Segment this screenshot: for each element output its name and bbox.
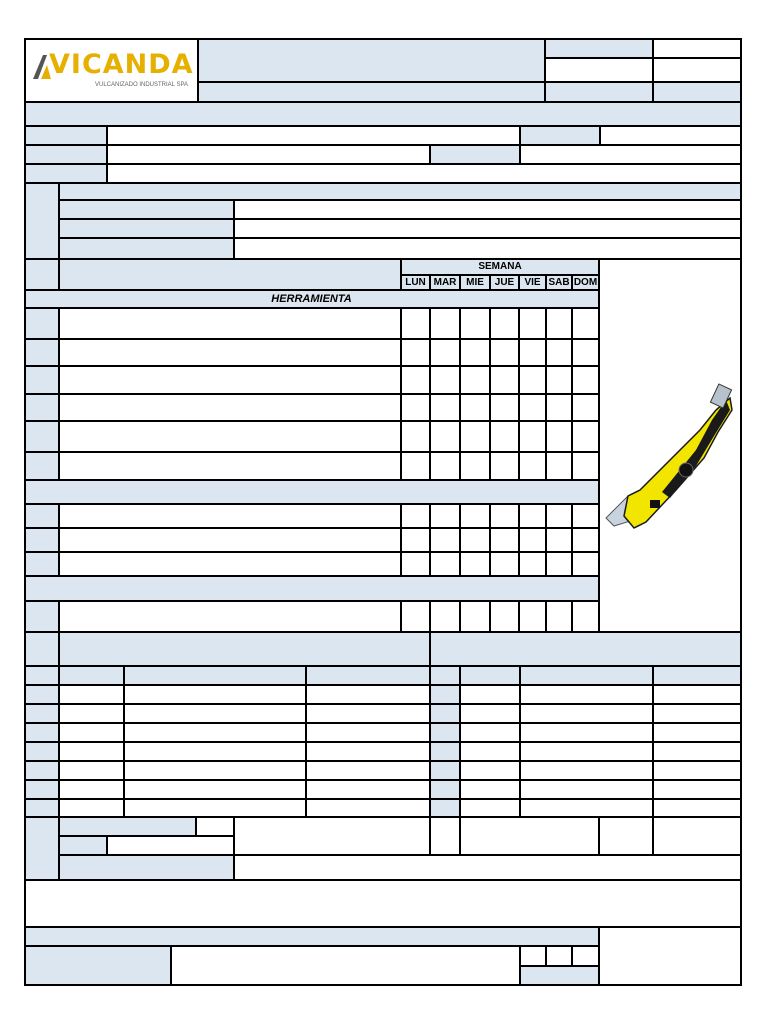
check-cell-dom[interactable] bbox=[572, 339, 599, 366]
check-cell-vie[interactable] bbox=[519, 528, 546, 552]
info-label-5 bbox=[24, 164, 107, 183]
lower-right-row-number bbox=[430, 780, 460, 799]
lower-right-cell[interactable] bbox=[520, 780, 653, 799]
lower-left-row-number bbox=[24, 742, 59, 761]
lower-right-col-header bbox=[653, 666, 742, 685]
info-field-1[interactable] bbox=[107, 126, 520, 145]
lower-right-cell[interactable] bbox=[460, 742, 520, 761]
signature-label bbox=[24, 946, 171, 986]
signature-box-3[interactable] bbox=[572, 946, 599, 966]
check-cell-dom[interactable] bbox=[572, 601, 599, 632]
check-cell-mie[interactable] bbox=[460, 601, 490, 632]
stamp-cell[interactable] bbox=[599, 927, 742, 986]
check-cell-sab[interactable] bbox=[546, 339, 572, 366]
company-logo bbox=[33, 49, 193, 95]
lower-left-cell[interactable] bbox=[59, 780, 124, 799]
info-field-4[interactable] bbox=[520, 145, 742, 164]
observations-field[interactable] bbox=[24, 880, 742, 927]
equipment-field-1[interactable] bbox=[234, 200, 742, 219]
page-label-cell bbox=[545, 82, 653, 102]
info-label-4 bbox=[430, 145, 520, 164]
lower-right-cell[interactable] bbox=[460, 799, 520, 817]
check-cell-mie[interactable] bbox=[460, 308, 490, 339]
brand-tagline: VULCANIZADO INDUSTRIAL SPA bbox=[95, 82, 189, 88]
lower-left-cell[interactable] bbox=[306, 685, 430, 704]
checklist-subsection-2 bbox=[24, 480, 599, 504]
checklist-row-item[interactable] bbox=[59, 528, 401, 552]
summary-label-3 bbox=[59, 855, 234, 880]
equipment-header bbox=[59, 183, 742, 200]
lower-left-col-header bbox=[59, 666, 124, 685]
check-cell-mar[interactable] bbox=[430, 601, 460, 632]
equipment-label-3 bbox=[59, 238, 234, 259]
check-cell-dom[interactable] bbox=[572, 504, 599, 528]
lower-left-cell[interactable] bbox=[59, 761, 124, 780]
day-header-jue: JUE bbox=[490, 275, 519, 290]
summary-side-cell bbox=[24, 817, 59, 880]
signature-box-1[interactable] bbox=[520, 946, 546, 966]
lower-left-row-number bbox=[24, 780, 59, 799]
lower-right-cell[interactable] bbox=[460, 685, 520, 704]
lower-left-cell[interactable] bbox=[306, 723, 430, 742]
checklist-row-number bbox=[24, 601, 59, 632]
summary-field-7[interactable] bbox=[653, 817, 742, 855]
checklist-row-item[interactable] bbox=[59, 452, 401, 480]
equipment-label-1 bbox=[59, 200, 234, 219]
lower-left-cell[interactable] bbox=[306, 780, 430, 799]
check-cell-jue[interactable] bbox=[490, 528, 519, 552]
check-cell-lun[interactable] bbox=[401, 528, 430, 552]
check-cell-mar[interactable] bbox=[430, 552, 460, 576]
summary-field-4[interactable] bbox=[430, 817, 460, 855]
lower-left-col-header bbox=[124, 666, 306, 685]
checklist-row-item[interactable] bbox=[59, 308, 401, 339]
day-header-mie: MIE bbox=[460, 275, 490, 290]
check-cell-mar[interactable] bbox=[430, 339, 460, 366]
checklist-row-number bbox=[24, 552, 59, 576]
summary-label-2 bbox=[59, 836, 107, 855]
lower-right-row-number bbox=[430, 666, 460, 685]
check-cell-jue[interactable] bbox=[490, 308, 519, 339]
lower-right-cell[interactable] bbox=[460, 761, 520, 780]
check-cell-mie[interactable] bbox=[460, 528, 490, 552]
summary-field-6[interactable] bbox=[599, 817, 653, 855]
lower-left-cell[interactable] bbox=[124, 799, 306, 817]
lower-left-cell[interactable] bbox=[306, 704, 430, 723]
doc-subtitle-cell bbox=[198, 82, 545, 102]
lower-right-cell[interactable] bbox=[653, 685, 742, 704]
week-label: SEMANA bbox=[401, 259, 599, 275]
checklist-item-header bbox=[59, 259, 401, 290]
check-cell-vie[interactable] bbox=[519, 339, 546, 366]
version-value-cell[interactable] bbox=[653, 58, 742, 82]
summary-field-3[interactable] bbox=[234, 817, 430, 855]
checklist-row-number bbox=[24, 452, 59, 480]
lower-left-row-number bbox=[24, 723, 59, 742]
checklist-row-number bbox=[24, 528, 59, 552]
checklist-row-number bbox=[24, 366, 59, 394]
lower-right-cell[interactable] bbox=[653, 742, 742, 761]
check-cell-vie[interactable] bbox=[519, 601, 546, 632]
check-cell-dom[interactable] bbox=[572, 308, 599, 339]
check-cell-dom[interactable] bbox=[572, 528, 599, 552]
summary-field-1[interactable] bbox=[196, 817, 234, 836]
lower-right-cell[interactable] bbox=[460, 704, 520, 723]
checklist-row-number bbox=[24, 339, 59, 366]
lower-left-cell[interactable] bbox=[124, 685, 306, 704]
info-label-2 bbox=[520, 126, 600, 145]
check-cell-vie[interactable] bbox=[519, 308, 546, 339]
lower-left-cell[interactable] bbox=[124, 761, 306, 780]
lower-left-row-number bbox=[24, 761, 59, 780]
check-cell-dom[interactable] bbox=[572, 394, 599, 421]
check-cell-sab[interactable] bbox=[546, 308, 572, 339]
lower-right-cell[interactable] bbox=[520, 761, 653, 780]
summary-field-2[interactable] bbox=[107, 836, 234, 855]
check-cell-mar[interactable] bbox=[430, 421, 460, 452]
lower-right-cell[interactable] bbox=[520, 685, 653, 704]
check-cell-jue[interactable] bbox=[490, 339, 519, 366]
check-cell-sab[interactable] bbox=[546, 366, 572, 394]
day-header-dom: DOM bbox=[572, 275, 599, 290]
lower-right-row-number bbox=[430, 742, 460, 761]
lower-right-cell[interactable] bbox=[520, 704, 653, 723]
lower-right-cell[interactable] bbox=[460, 723, 520, 742]
check-cell-lun[interactable] bbox=[401, 452, 430, 480]
lower-left-cell[interactable] bbox=[124, 704, 306, 723]
lower-left-cell[interactable] bbox=[59, 723, 124, 742]
lower-right-cell[interactable] bbox=[653, 761, 742, 780]
check-cell-mar[interactable] bbox=[430, 366, 460, 394]
checklist-row-item[interactable] bbox=[59, 552, 401, 576]
lower-right-cell[interactable] bbox=[520, 799, 653, 817]
check-cell-vie[interactable] bbox=[519, 552, 546, 576]
lower-right-col-header bbox=[520, 666, 653, 685]
lower-left-cell[interactable] bbox=[59, 742, 124, 761]
check-cell-mie[interactable] bbox=[460, 394, 490, 421]
summary-label-1 bbox=[59, 817, 196, 836]
lower-left-row-number bbox=[24, 685, 59, 704]
brand-name: VICANDA bbox=[49, 49, 194, 80]
check-cell-lun[interactable] bbox=[401, 601, 430, 632]
page-value-cell bbox=[653, 82, 742, 102]
lower-left-row-number bbox=[24, 666, 59, 685]
check-cell-vie[interactable] bbox=[519, 366, 546, 394]
code-value-cell[interactable] bbox=[653, 38, 742, 58]
lower-right-col-header bbox=[460, 666, 520, 685]
day-header-mar: MAR bbox=[430, 275, 460, 290]
lower-right-cell[interactable] bbox=[460, 780, 520, 799]
check-cell-mar[interactable] bbox=[430, 528, 460, 552]
check-cell-mie[interactable] bbox=[460, 421, 490, 452]
check-cell-jue[interactable] bbox=[490, 421, 519, 452]
checklist-row-item[interactable] bbox=[59, 339, 401, 366]
utility-knife-icon bbox=[600, 260, 743, 633]
check-cell-mar[interactable] bbox=[430, 504, 460, 528]
lower-right-header bbox=[430, 632, 742, 666]
lower-right-cell[interactable] bbox=[653, 704, 742, 723]
check-cell-jue[interactable] bbox=[490, 601, 519, 632]
checklist-row-number bbox=[24, 308, 59, 339]
lower-left-cell[interactable] bbox=[124, 780, 306, 799]
checklist-row-item[interactable] bbox=[59, 421, 401, 452]
equipment-field-2[interactable] bbox=[234, 219, 742, 238]
check-cell-mie[interactable] bbox=[460, 452, 490, 480]
equipment-field-3[interactable] bbox=[234, 238, 742, 259]
check-cell-lun[interactable] bbox=[401, 308, 430, 339]
info-label-3 bbox=[24, 145, 107, 164]
lower-right-cell[interactable] bbox=[653, 799, 742, 817]
check-cell-jue[interactable] bbox=[490, 366, 519, 394]
code-label-cell bbox=[545, 38, 653, 58]
lower-right-cell[interactable] bbox=[520, 742, 653, 761]
version-label-cell bbox=[545, 58, 653, 82]
checklist-subsection-3 bbox=[24, 576, 599, 601]
check-cell-vie[interactable] bbox=[519, 504, 546, 528]
check-cell-mar[interactable] bbox=[430, 308, 460, 339]
check-cell-lun[interactable] bbox=[401, 552, 430, 576]
check-cell-sab[interactable] bbox=[546, 452, 572, 480]
lower-left-cell[interactable] bbox=[306, 799, 430, 817]
check-cell-dom[interactable] bbox=[572, 452, 599, 480]
tool-image-cell bbox=[599, 259, 742, 632]
check-cell-sab[interactable] bbox=[546, 504, 572, 528]
checklist-row-number bbox=[24, 504, 59, 528]
day-header-vie: VIE bbox=[519, 275, 546, 290]
check-cell-sab[interactable] bbox=[546, 552, 572, 576]
check-cell-mie[interactable] bbox=[460, 552, 490, 576]
lower-left-header bbox=[59, 632, 430, 666]
check-cell-jue[interactable] bbox=[490, 452, 519, 480]
check-cell-mar[interactable] bbox=[430, 394, 460, 421]
checklist-row-number bbox=[24, 421, 59, 452]
day-header-sab: SAB bbox=[546, 275, 572, 290]
lower-left-cell[interactable] bbox=[59, 685, 124, 704]
info-section-header bbox=[24, 102, 742, 126]
check-cell-mie[interactable] bbox=[460, 504, 490, 528]
lower-right-row-number bbox=[430, 799, 460, 817]
lower-left-cell[interactable] bbox=[59, 704, 124, 723]
signature-box-2[interactable] bbox=[546, 946, 572, 966]
check-cell-jue[interactable] bbox=[490, 394, 519, 421]
check-cell-dom[interactable] bbox=[572, 366, 599, 394]
check-cell-lun[interactable] bbox=[401, 339, 430, 366]
check-cell-vie[interactable] bbox=[519, 421, 546, 452]
lower-right-cell[interactable] bbox=[653, 780, 742, 799]
info-field-3[interactable] bbox=[107, 145, 430, 164]
check-cell-lun[interactable] bbox=[401, 421, 430, 452]
check-cell-lun[interactable] bbox=[401, 366, 430, 394]
info-field-5[interactable] bbox=[107, 164, 742, 183]
check-cell-vie[interactable] bbox=[519, 394, 546, 421]
summary-field-8[interactable] bbox=[234, 855, 742, 880]
check-cell-sab[interactable] bbox=[546, 528, 572, 552]
summary-field-5[interactable] bbox=[460, 817, 599, 855]
doc-title-cell bbox=[198, 38, 545, 82]
signature-date-cell bbox=[520, 966, 599, 986]
equipment-side-cell bbox=[24, 183, 59, 259]
checklist-row-item[interactable] bbox=[59, 366, 401, 394]
check-cell-jue[interactable] bbox=[490, 504, 519, 528]
check-cell-mar[interactable] bbox=[430, 452, 460, 480]
check-cell-mie[interactable] bbox=[460, 366, 490, 394]
section-title-herramienta: HERRAMIENTA bbox=[24, 290, 599, 308]
check-cell-sab[interactable] bbox=[546, 601, 572, 632]
lower-right-row-number bbox=[430, 761, 460, 780]
lower-left-row-number bbox=[24, 704, 59, 723]
checklist-row-item[interactable] bbox=[59, 394, 401, 421]
check-cell-lun[interactable] bbox=[401, 394, 430, 421]
info-field-2[interactable] bbox=[600, 126, 742, 145]
signature-field[interactable] bbox=[171, 946, 520, 986]
lower-right-row-number bbox=[430, 704, 460, 723]
lower-right-cell[interactable] bbox=[520, 723, 653, 742]
lower-left-cell[interactable] bbox=[124, 742, 306, 761]
check-cell-lun[interactable] bbox=[401, 504, 430, 528]
lower-left-col-header bbox=[306, 666, 430, 685]
check-cell-sab[interactable] bbox=[546, 421, 572, 452]
check-cell-jue[interactable] bbox=[490, 552, 519, 576]
check-cell-sab[interactable] bbox=[546, 394, 572, 421]
check-cell-vie[interactable] bbox=[519, 452, 546, 480]
check-cell-dom[interactable] bbox=[572, 421, 599, 452]
check-cell-dom[interactable] bbox=[572, 552, 599, 576]
info-label-1 bbox=[24, 126, 107, 145]
lower-left-side bbox=[24, 632, 59, 666]
lower-left-cell[interactable] bbox=[124, 723, 306, 742]
checklist-corner-cell bbox=[24, 259, 59, 290]
logo-cell bbox=[24, 38, 198, 102]
signature-header bbox=[24, 927, 599, 946]
lower-left-cell[interactable] bbox=[306, 761, 430, 780]
lower-right-cell[interactable] bbox=[653, 723, 742, 742]
day-header-lun: LUN bbox=[401, 275, 430, 290]
lower-left-cell[interactable] bbox=[306, 742, 430, 761]
checklist-row-item[interactable] bbox=[59, 601, 401, 632]
checklist-row-number bbox=[24, 394, 59, 421]
check-cell-mie[interactable] bbox=[460, 339, 490, 366]
equipment-label-2 bbox=[59, 219, 234, 238]
checklist-row-item[interactable] bbox=[59, 504, 401, 528]
lower-left-row-number bbox=[24, 799, 59, 817]
lower-left-cell[interactable] bbox=[59, 799, 124, 817]
lower-right-row-number bbox=[430, 685, 460, 704]
lower-right-row-number bbox=[430, 723, 460, 742]
